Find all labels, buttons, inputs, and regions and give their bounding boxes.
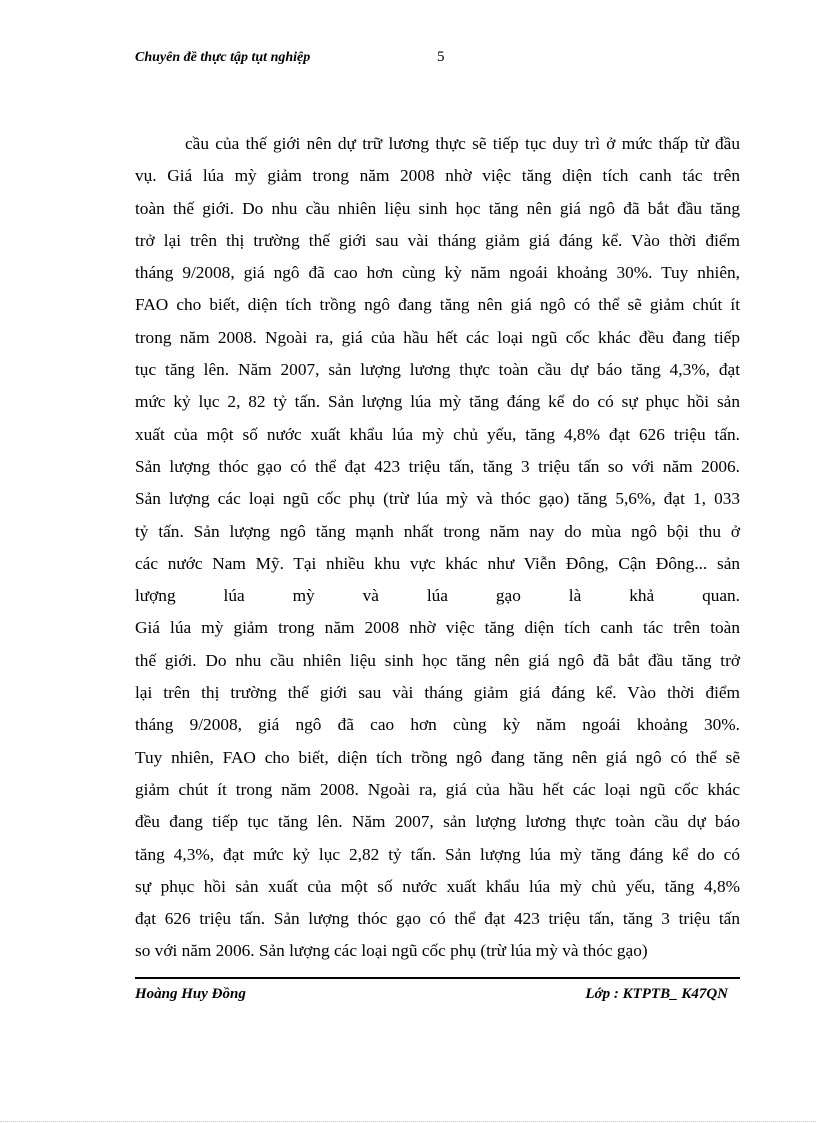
- text-line: tục tăng lên. Năm 2007, sản lượng lương thực toàn cầu dự báo tăng 4,3%, đạt: [135, 360, 740, 380]
- page-header: [135, 50, 735, 70]
- text-line: đều đang tiếp tục tăng lên. Năm 2007, sản lượng lương thực toàn cầu dự báo: [135, 812, 740, 832]
- text-line: lượng lúa mỳ và lúa gạo là khả quan.: [135, 586, 740, 606]
- footer-author: Hoàng Huy Đồng: [135, 986, 246, 1002]
- text-line: trở lại trên thị trường thế giới sau vài tháng giảm giá đáng kể. Vào thời điểm: [135, 230, 740, 250]
- header-title: Chuyên đề thực tập tụt nghiệp: [135, 50, 311, 65]
- text-line: cầu của thế giới nên dự trữ lương thực sẽ tiếp tục duy trì ở mức thấp từ đầu: [185, 134, 740, 153]
- text-line: toàn thế giới. Do nhu cầu nhiên liệu sinh học tăng nên giá ngô đã bắt đầu tăng: [135, 198, 740, 218]
- text-line: Sản lượng các loại ngũ cốc phụ (trừ lúa mỳ và thóc gạo) tăng 5,6%, đạt 1, 033: [135, 489, 740, 509]
- text-line: tỷ tấn. Sản lượng ngô tăng mạnh nhất trong năm nay do mùa ngô bội thu ở: [135, 521, 740, 541]
- page-footer: [135, 986, 740, 1008]
- text-line: tháng 9/2008, giá ngô đã cao hơn cùng kỳ năm ngoái khoảng 30%. Tuy nhiên,: [135, 263, 740, 283]
- footer-rule: [135, 977, 740, 979]
- page-break: [0, 1121, 816, 1122]
- text-line: các nước Nam Mỹ. Tại nhiều khu vực khác như Viễn Đông, Cận Đông... sản: [135, 553, 740, 573]
- text-line: mức kỷ lục 2, 82 tỷ tấn. Sản lượng lúa mỳ tăng đáng kể do có sự phục hồi sản: [135, 392, 740, 412]
- text-line: Sản lượng thóc gạo có thể đạt 423 triệu tấn, tăng 3 triệu tấn so với năm 2006.: [135, 456, 740, 476]
- footer-class: Lớp : KTPTB_ K47QN: [585, 986, 728, 1002]
- text-line: xuất của một số nước xuất khẩu lúa mỳ chủ yếu, tăng 4,8% đạt 626 triệu tấn.: [135, 424, 740, 444]
- text-line: tháng 9/2008, giá ngô đã cao hơn cùng kỳ năm ngoái khoảng 30%.: [135, 715, 740, 735]
- text-line: so với năm 2006. Sản lượng các loại ngũ cốc phụ (trừ lúa mỳ và thóc gạo): [135, 941, 648, 961]
- text-line: FAO cho biết, diện tích trồng ngô đang tăng nên giá ngô có thể sẽ giảm chút ít: [135, 295, 740, 315]
- text-line: lại trên thị trường thế giới sau vài tháng giảm giá đáng kể. Vào thời điểm: [135, 683, 740, 703]
- body-text: [135, 128, 740, 968]
- text-line: sự phục hồi sản xuất của một số nước xuất khẩu lúa mỳ chủ yếu, tăng 4,8%: [135, 876, 740, 896]
- text-line: giảm chút ít trong năm 2008. Ngoài ra, giá của hầu hết các loại ngũ cốc khác: [135, 779, 740, 799]
- text-line: Tuy nhiên, FAO cho biết, diện tích trồng ngô đang tăng nên giá ngô có thể sẽ: [135, 747, 740, 767]
- text-line: đạt 626 triệu tấn. Sản lượng thóc gạo có thể đạt 423 triệu tấn, tăng 3 triệu tấn: [135, 909, 740, 929]
- text-line: trong năm 2008. Ngoài ra, giá của hầu hết các loại ngũ cốc khác đều đang tiếp: [135, 327, 740, 347]
- text-line: Giá lúa mỳ giảm trong năm 2008 nhờ việc tăng diện tích canh tác trên toàn: [135, 618, 740, 638]
- text-line: vụ. Giá lúa mỳ giảm trong năm 2008 nhờ việc tăng diện tích canh tác trên: [135, 166, 740, 186]
- text-line: tăng 4,3%, đạt mức kỷ lục 2,82 tỷ tấn. Sản lượng lúa mỳ tăng đáng kể do có: [135, 844, 740, 864]
- page-number: 5: [437, 49, 445, 65]
- text-line: thế giới. Do nhu cầu nhiên liệu sinh học tăng nên giá ngô đã bắt đầu tăng trở: [135, 650, 740, 670]
